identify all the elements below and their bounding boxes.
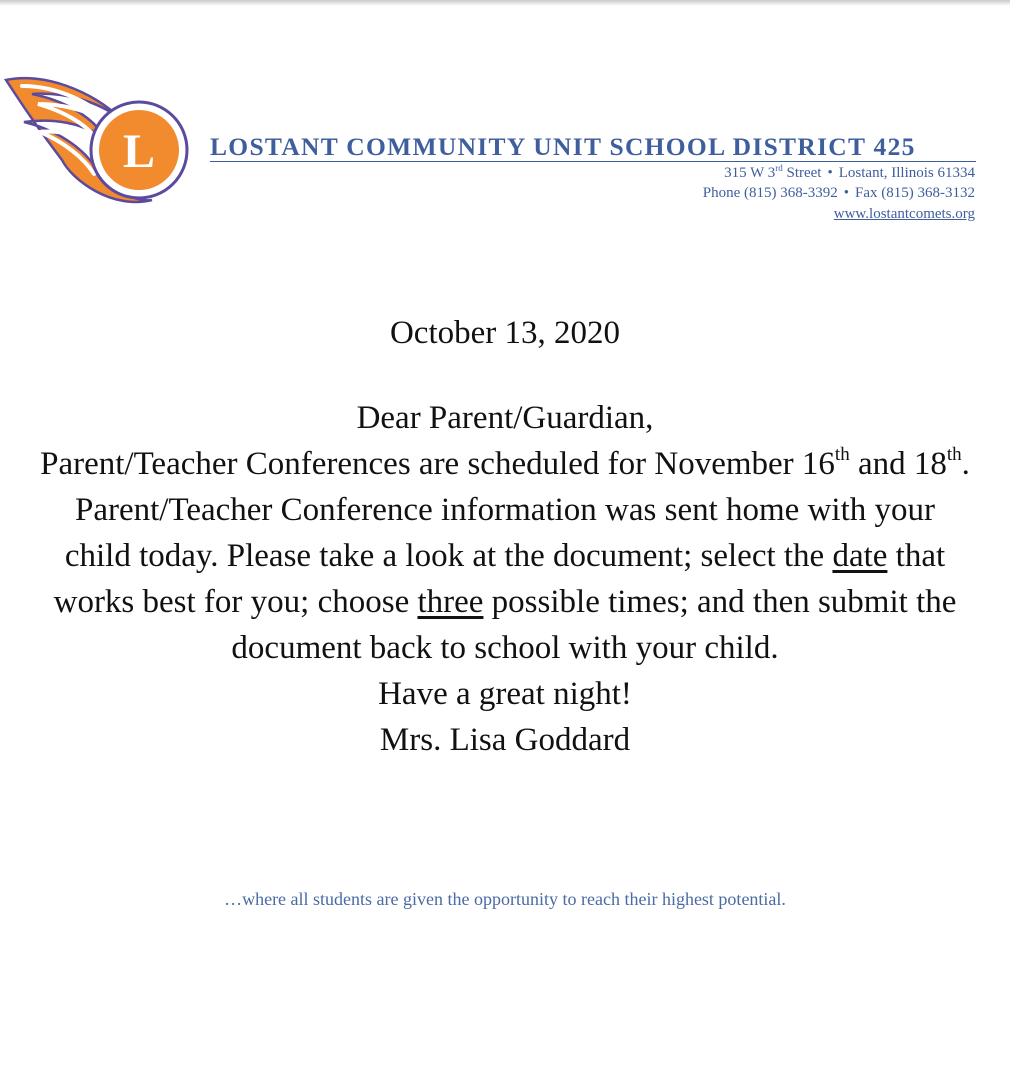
logo-letter: L (122, 125, 156, 178)
letterhead-rule (210, 161, 976, 162)
closing: Have a great night! (378, 676, 632, 712)
address-city: Lostant, Illinois 61334 (838, 165, 975, 181)
district-phone-fax (703, 183, 975, 203)
bullet-separator: • (843, 185, 849, 201)
letter-body (40, 395, 970, 763)
phone-number: Phone (815) 368-3392 (702, 185, 838, 201)
letter-paragraph: Parent/Teacher Conferences are scheduled for November 16th and 18th. Parent/Teacher Conference information was sent home with your child today. Please take a look at the document; select the date that works best for you; choose three possible times; and then submit the document back to school with your child. (40, 444, 970, 666)
flaming-l-comet-logo-icon (2, 70, 194, 212)
underlined-date: date (832, 538, 888, 574)
top-edge-shadow (0, 0, 1010, 6)
letter-date: October 13, 2020 (389, 315, 621, 351)
salutation: Dear Parent/Guardian, (356, 400, 654, 436)
district-website-link[interactable]: www.lostantcomets.org (833, 206, 975, 222)
district-address (724, 163, 975, 183)
signature: Mrs. Lisa Goddard (379, 722, 631, 758)
district-name: LOSTANT COMMUNITY UNIT SCHOOL DISTRICT 425 (210, 132, 916, 161)
district-motto: …where all students are given the opportunity to reach their highest potential. (224, 889, 786, 909)
address-street: 315 W 3rd Street (724, 163, 822, 181)
bullet-separator: • (827, 165, 833, 181)
fax-number: Fax (815) 368-3132 (855, 185, 975, 201)
underlined-three: three (417, 584, 484, 620)
